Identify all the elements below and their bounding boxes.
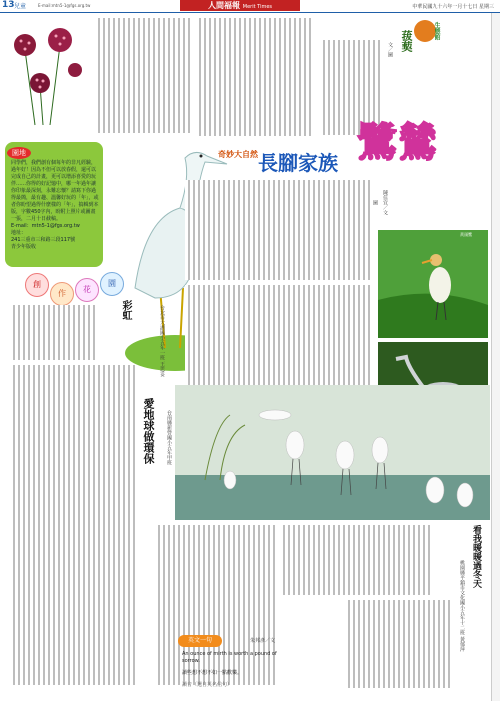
rainbow-poem-author: 台北市大湖國小五年一班 王思妥 (159, 305, 165, 377)
rainbow-poem-text (10, 305, 95, 360)
feature-title-char-2: 鷥 (397, 120, 437, 166)
column-body (11, 160, 99, 251)
creative-garden-label-4: 園 (100, 272, 124, 296)
english-label: 英文一句 (178, 635, 222, 647)
creative-garden-label-1: 創 (25, 273, 49, 297)
winter-article-author: 桃園縣平鎮市文化國小五年十二班 黃郁萍 (459, 560, 465, 652)
earth-poem-author: 台南縣新營國小五年甲班 (166, 410, 172, 465)
cattle-egret-photo (378, 230, 488, 338)
feature-kicker: 奇妙大自然 (218, 150, 258, 159)
earth-poem-title: 愛地球做環保 (142, 398, 155, 464)
earth-poem-text (10, 365, 138, 685)
page-number: 13 (2, 0, 15, 10)
masthead (180, 0, 300, 11)
feature-text-right (300, 180, 372, 280)
english-translation: 讀些想不想不如一點歡樂。 (182, 670, 243, 676)
english-author: 朱邦彥／文 (250, 638, 276, 644)
creative-garden-label-2: 作 (50, 282, 74, 306)
column-notice-box (5, 142, 103, 267)
column-address: 241三重市三和路三段117號 (11, 237, 76, 243)
adjacent-page-strip (491, 13, 500, 701)
feature-subtitle: 長腳家族 (258, 151, 338, 175)
plant-article-text-mid (196, 18, 314, 136)
egret-flock-photo (175, 385, 490, 520)
english-note: 讀音（選自英名信句） (182, 682, 233, 688)
header-email: E-mail:mtn5-1@fgs.org.tw (38, 3, 91, 8)
section-name: 兒童 (14, 3, 27, 10)
plant-article-text-left (95, 18, 190, 133)
masthead-en: Merit Times (242, 4, 273, 10)
column-address-label: 地址： (11, 230, 27, 236)
bottom-mid-text (280, 525, 430, 595)
column-badge: 園地 (7, 147, 31, 159)
english-sentence-box (178, 635, 343, 697)
feature-byline-photo: 圖 (372, 200, 378, 205)
column-recipient: 青少年版收 (11, 244, 37, 250)
plant-section-tag: 生態館 (433, 22, 440, 40)
feature-byline-writer: 陳佳宜／文 (382, 190, 388, 215)
page-header (0, 0, 500, 13)
masthead-title: 人間福報 (207, 1, 240, 10)
plant-article-title: 菝葜 (400, 30, 413, 52)
flower-photo (5, 15, 90, 135)
caption-cattle-egret: 黃頭鷺 (460, 232, 472, 237)
feature-title-char-1: 鷺 (357, 120, 397, 166)
feature-text-middle (185, 285, 370, 385)
plant-article-byline: 文／圖 (387, 42, 393, 57)
creative-garden-label-3: 花 (75, 278, 99, 302)
column-email: E-mail：mtn5-1@fgs.org.tw (11, 223, 80, 229)
winter-article-text (345, 600, 450, 688)
rainbow-poem-title: 彩虹 (120, 300, 131, 320)
issue-date: 中華民國九十六年一月十七日 星期三 (412, 4, 494, 10)
feature-title (357, 111, 437, 168)
english-quote: An ounce of mirth is worth a pound of sorrow. (182, 651, 277, 664)
winter-article-title: 看我暖暖過冬天 (471, 525, 481, 588)
column-body-text: 同學們，我們創有個每年的非凡經驗，過年好！因為不但可以放春假，還可以完成自己的計畫，更可以增添喜愛的玩伴……你得的好記憶中，哪一年過年讓你印象最深刻，永難忘懷？請寫下你過得最簡，最有趣、溫馨好玩的「年」，或者你盼望過得什麼樣的「年」，搞輯到本版，字數450字內，盼附上照片或圖畫一張，二月十日截稿。 (11, 160, 99, 222)
